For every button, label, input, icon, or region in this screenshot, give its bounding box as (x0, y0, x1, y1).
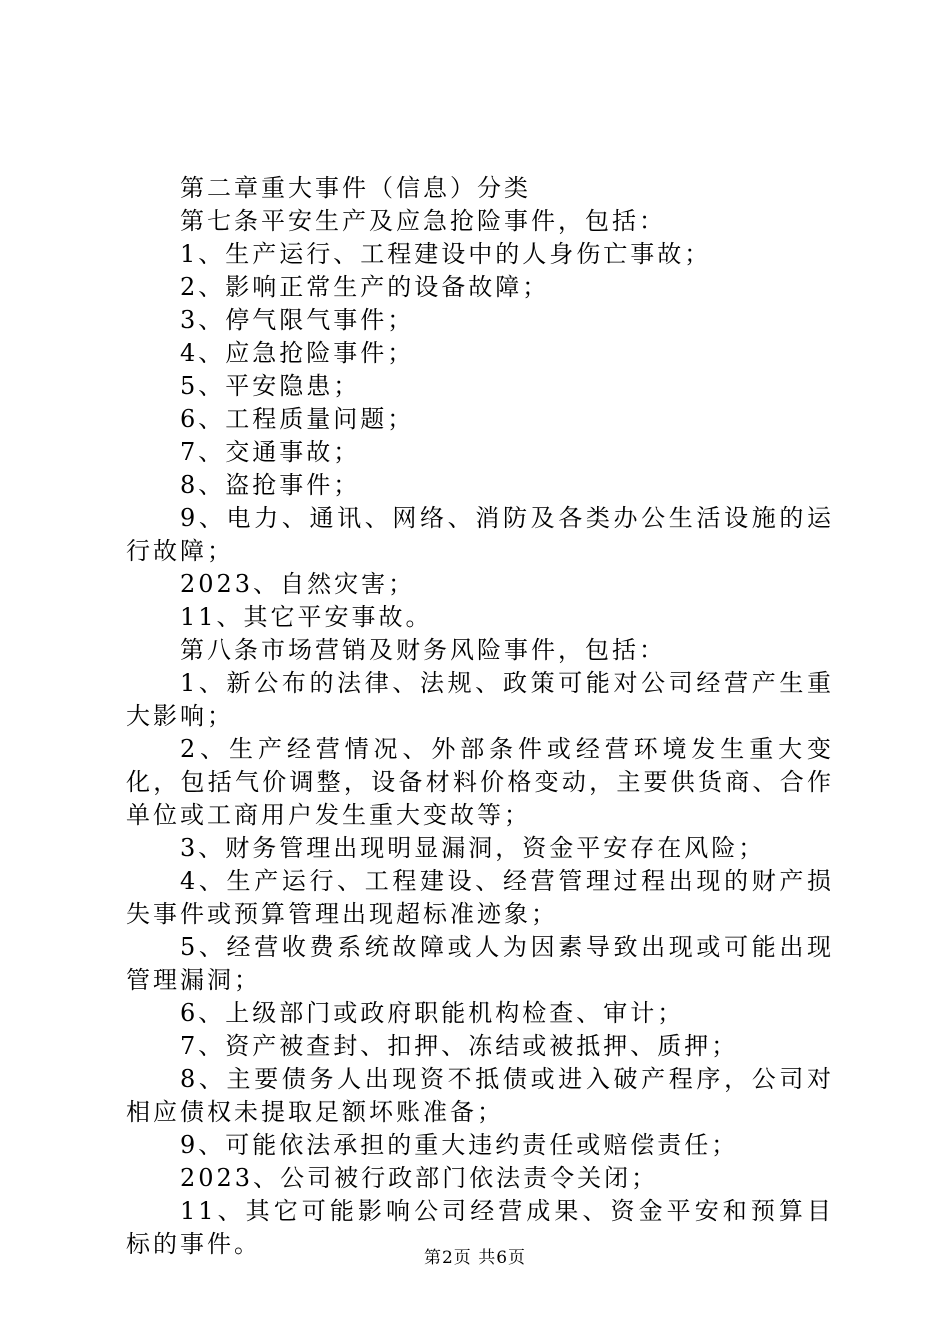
list-item: 8、盗抢事件； (180, 471, 361, 499)
article-7-heading: 第七条平安生产及应急抢险事件，包括： (180, 207, 666, 235)
list-item: 6、工程质量问题； (180, 405, 415, 433)
list-item: 5、经营收费系统故障或人为因素导致出现或可能出现管理漏洞； (126, 933, 834, 994)
article-8-heading: 第八条市场营销及财务风险事件，包括： (180, 636, 666, 664)
list-item: 11、其它可能影响公司经营成果、资金平安和预算目标的事件。 (126, 1197, 834, 1258)
list-item: 9、电力、通讯、网络、消防及各类办公生活设施的运行故障； (126, 504, 834, 565)
list-item: 8、主要债务人出现资不抵债或进入破产程序，公司对相应债权未提取足额坏账准备； (126, 1065, 834, 1126)
list-item: 2、生产经营情况、外部条件或经营环境发生重大变化，包括气价调整，设备材料价格变动，主要供货商、合作单位或工商用户发生重大变故等； (126, 735, 834, 829)
list-item: 2023、自然灾害； (180, 570, 416, 598)
list-item: 6、上级部门或政府职能机构检查、审计； (180, 999, 685, 1027)
list-item: 3、停气限气事件； (180, 306, 415, 334)
list-item: 3、财务管理出现明显漏洞，资金平安存在风险； (180, 834, 766, 862)
list-item: 1、新公布的法律、法规、政策可能对公司经营产生重大影响； (126, 669, 834, 730)
page-number-footer: 第2页 共6页 (423, 1248, 527, 1268)
list-item: 2、影响正常生产的设备故障； (180, 273, 550, 301)
list-item: 5、平安隐患； (180, 372, 361, 400)
list-item: 4、生产运行、工程建设、经营管理过程出现的财产损失事件或预算管理出现超标准迹象； (126, 867, 834, 928)
document-body (126, 172, 834, 1261)
list-item: 7、交通事故； (180, 438, 361, 466)
list-item: 2023、公司被行政部门依法责令关闭； (180, 1164, 659, 1192)
list-item: 1、生产运行、工程建设中的人身伤亡事故； (180, 240, 712, 268)
list-item: 4、应急抢险事件； (180, 339, 415, 367)
list-item: 11、其它平安事故。 (180, 603, 433, 631)
chapter-heading: 第二章重大事件（信息）分类 (180, 174, 531, 202)
list-item: 7、资产被查封、扣押、冻结或被抵押、质押； (180, 1032, 739, 1060)
list-item: 9、可能依法承担的重大违约责任或赔偿责任； (180, 1131, 739, 1159)
